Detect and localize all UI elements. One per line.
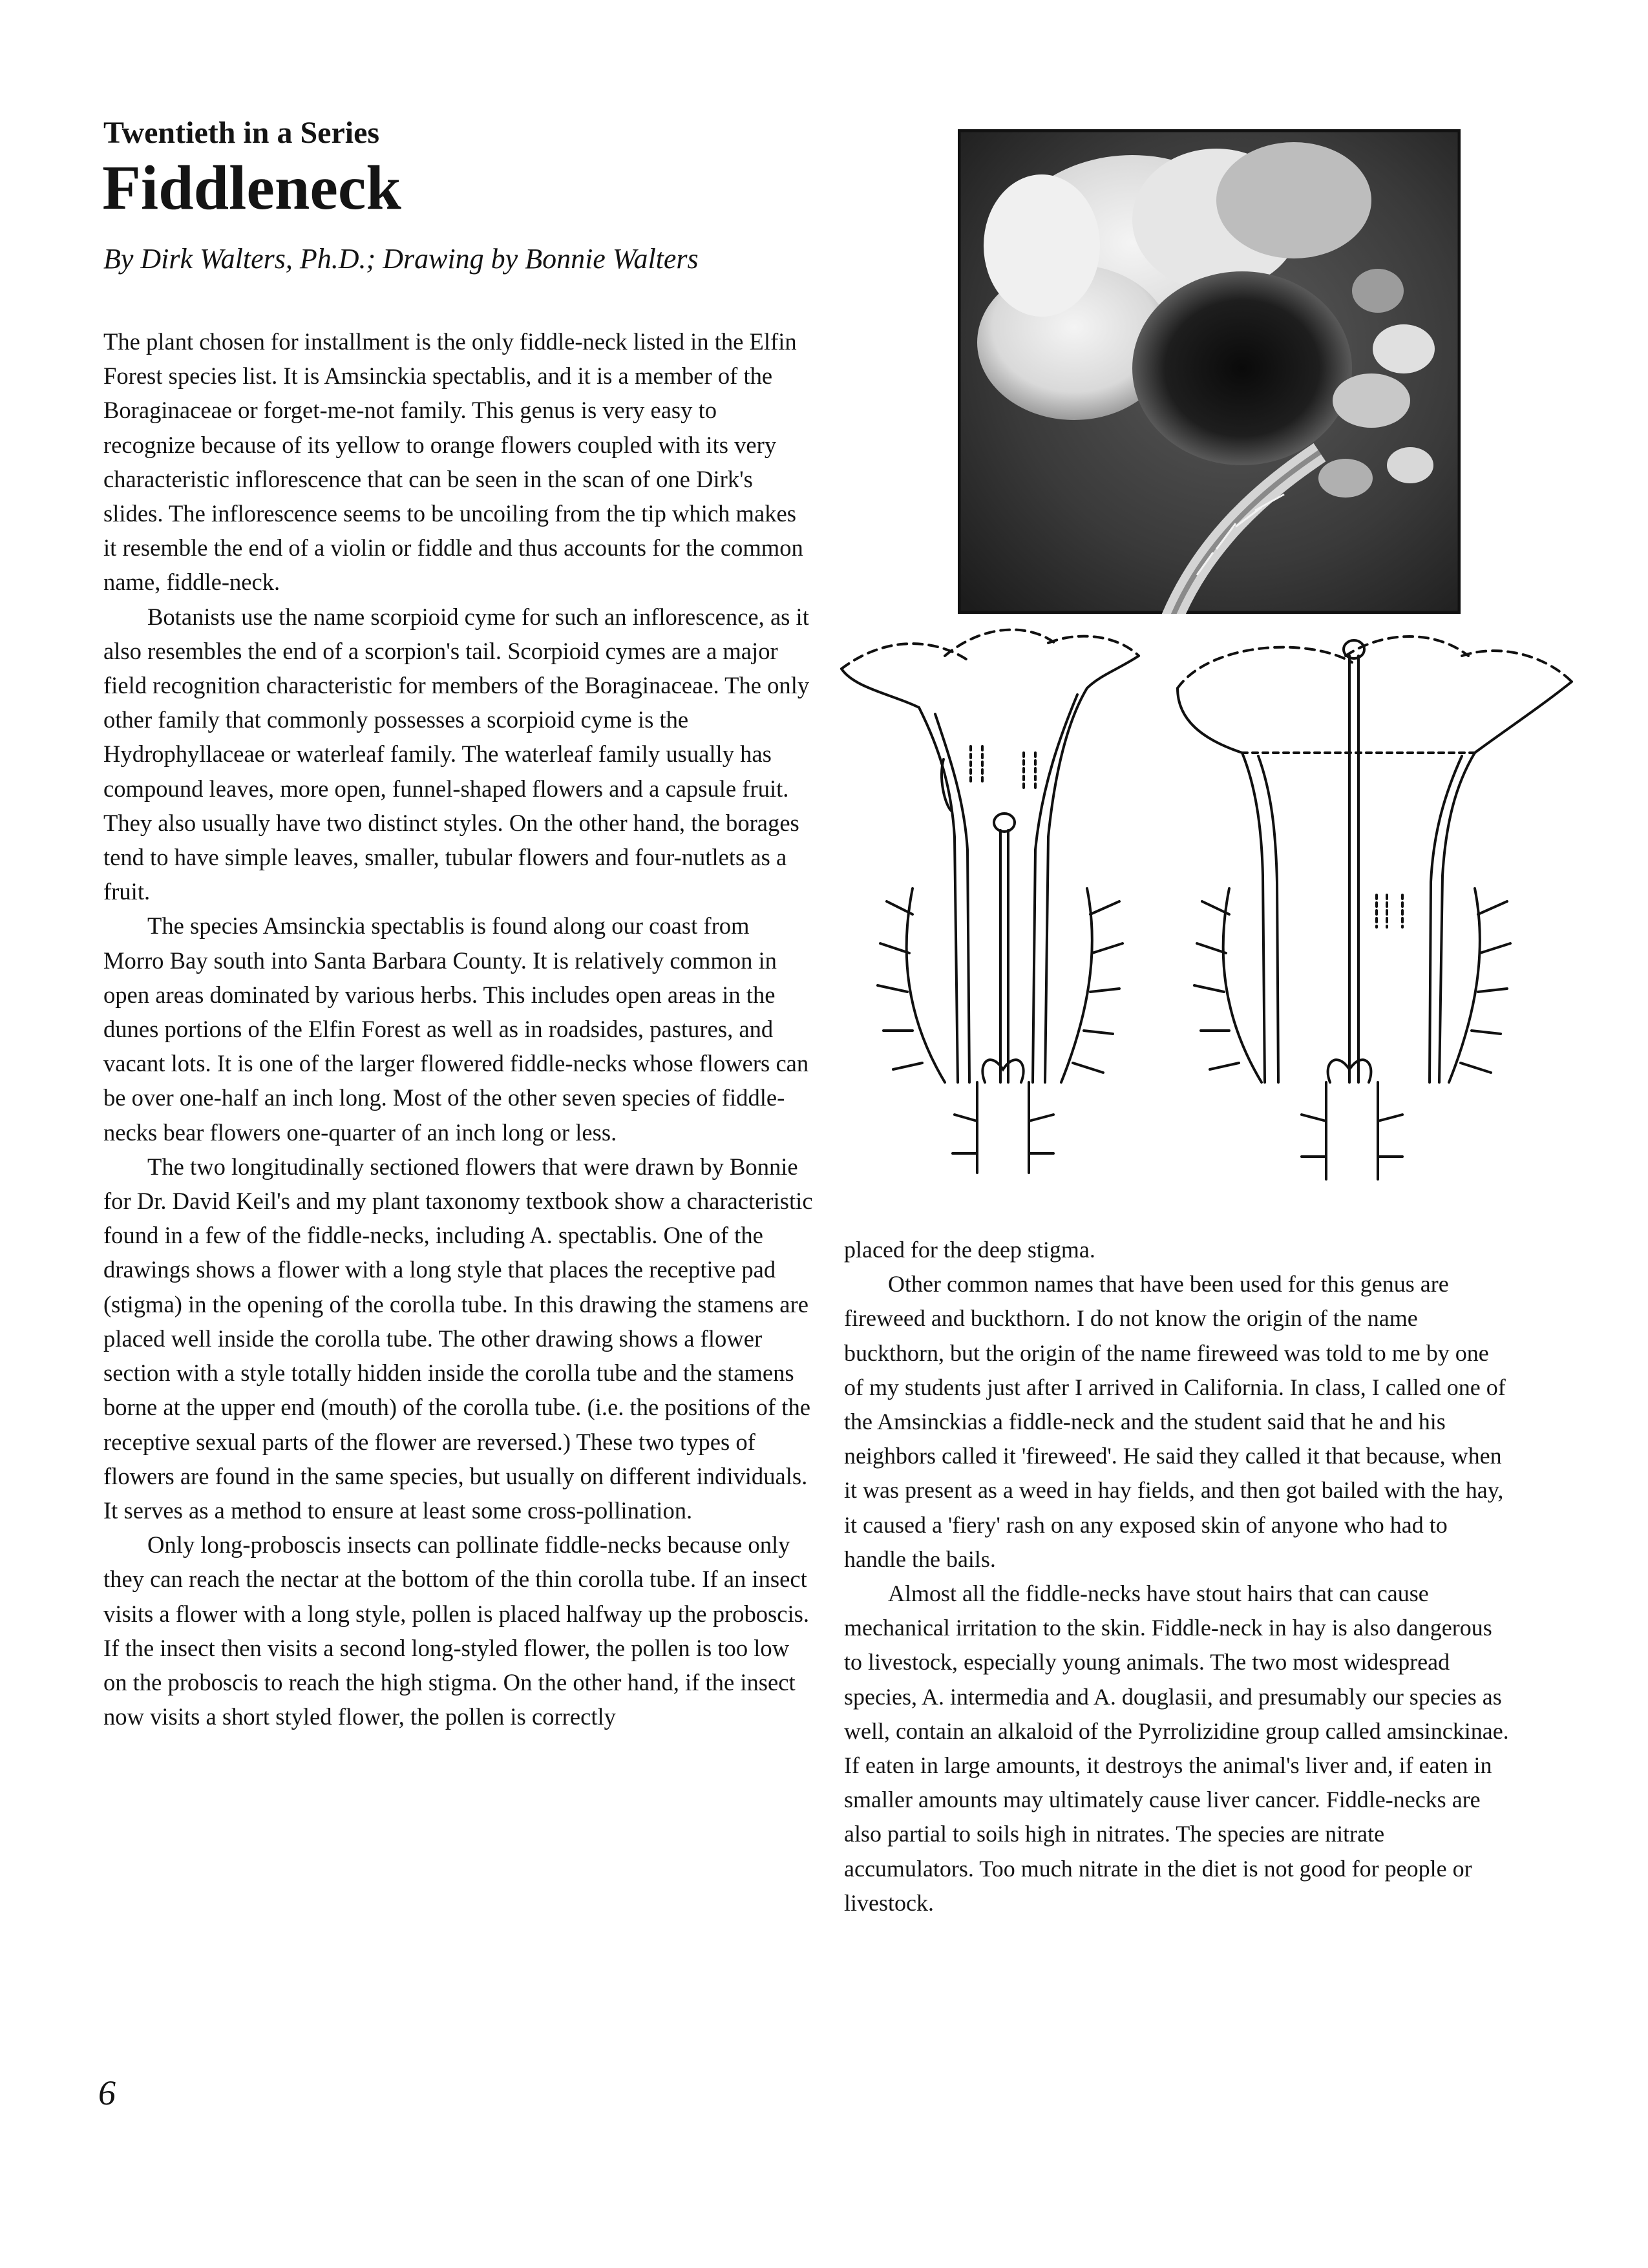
right-column bbox=[844, 1233, 1510, 1920]
paragraph-2: Botanists use the name scorpioid cyme for such an inflorescence, as it also resembles the end of a scorpion's tail. Scorpioid cymes are a major field recognition characteristic for members of the Boraginaceae. The only other family that commonly possesses a scorpioid cyme is the Hydrophyllaceae or waterleaf family. The waterleaf family usually has compound leaves, more open, funnel-shaped flowers and a capsule fruit. They also usually have two distinct styles. On the other hand, the borages tend to have simple leaves, smaller, tubular flowers and four-nutlets as a fruit. bbox=[103, 603, 810, 905]
long-styled-flower bbox=[841, 630, 1139, 1173]
short-styled-flower bbox=[1178, 636, 1572, 1179]
sectioned-flowers-drawing bbox=[816, 617, 1578, 1212]
paragraph-6: placed for the deep stigma. bbox=[844, 1237, 1095, 1263]
byline: By Dirk Walters, Ph.D.; Drawing by Bonnie Walters bbox=[103, 243, 699, 275]
paragraph-8: Almost all the fiddle-necks have stout hairs that can cause mechanical irritation to the skin. Fiddle-neck in hay is also dangerous to livestock, especially young animals. The two most widespread species, A. intermedia and A. douglasii, and presumably our species as well, contain an alkaloid of the Pyrrolizidine group called amsinckinae. If eaten in large amounts, it destroys the animal's liver and, if eaten in smaller amounts may ultimately cause liver cancer. Fiddle-necks are also partial to soils high in nitrates. The species are nitrate accumulators. Too much nitrate in the diet is not good for people or livestock. bbox=[844, 1580, 1509, 1916]
page-number: 6 bbox=[98, 2074, 116, 2112]
series-label: Twentieth in a Series bbox=[103, 116, 380, 150]
paragraph-7: Other common names that have been used for this genus are fireweed and buckthorn. I do not know the origin of the name buckthorn, but the origin of the name fireweed was told to me by one of my students just after I arrived in California. In class, I called one of the Amsinckias a fiddle-neck and the student said that he and his neighbors called it 'fireweed'. He said they called it that because, when it was present as a weed in hay fields, and then got bailed with the hay, it caused a 'fiery' rash on any exposed skin of anyone who had to handle the bails. bbox=[844, 1271, 1506, 1572]
paragraph-3: The species Amsinckia spectablis is found along our coast from Morro Bay south into Santa Barbara County. It is relatively common in open areas dominated by various herbs. This includes open areas in the dunes portions of the Elfin Forest as well as in roadsides, pastures, and vacant lots. It is one of the larger flowered fiddle-necks whose flowers can be over one-half an inch long. Most of the other seven species of fiddle-necks bear flowers one-quarter of an inch long or less. bbox=[103, 912, 809, 1146]
paragraph-4: The two longitudinally sectioned flowers that were drawn by Bonnie for Dr. David Keil's and my plant taxonomy textbook show a characteristic found in a few of the fiddle-necks, including A. spectablis. One of the drawings shows a flower with a long style that places the receptive pad (stigma) in the opening of the corolla tube. In this drawing the stamens are placed well inside the corolla tube. The other drawing shows a flower section with a style totally hidden inside the corolla tube and the stamens borne at the upper end (mouth) of the corolla tube. (i.e. the positions of the receptive sexual parts of the flower are reversed.) These two types of flowers are found in the same species, but usually on different individuals. It serves as a method to ensure at least some cross-pollination. bbox=[103, 1153, 813, 1524]
article-title: Fiddleneck bbox=[102, 153, 401, 223]
left-column bbox=[103, 324, 814, 1734]
paragraph-1: The plant chosen for installment is the only fiddle-neck listed in the Elfin Forest species list. It is Amsinckia spectablis, and it is a member of the Boraginaceae or forget-me-not family. This genus is very easy to recognize because of its yellow to orange flowers coupled with its very characteristic inflorescence that can be seen in the scan of one Dirk's slides. The inflorescence seems to be uncoiling from the tip which makes it resemble the end of a violin or fiddle and thus accounts for the common name, fiddle-neck. bbox=[103, 328, 803, 596]
paragraph-5: Only long-proboscis insects can pollinate fiddle-necks because only they can reach the nectar at the bottom of the thin corolla tube. If an insect visits a flower with a long style, pollen is placed halfway up the proboscis. If the insect then visits a second long-styled flower, the pollen is too low on the proboscis to reach the high stigma. On the other hand, if the insect now visits a short styled flower, the pollen is correctly bbox=[103, 1531, 810, 1730]
fiddleneck-photo bbox=[958, 129, 1461, 614]
